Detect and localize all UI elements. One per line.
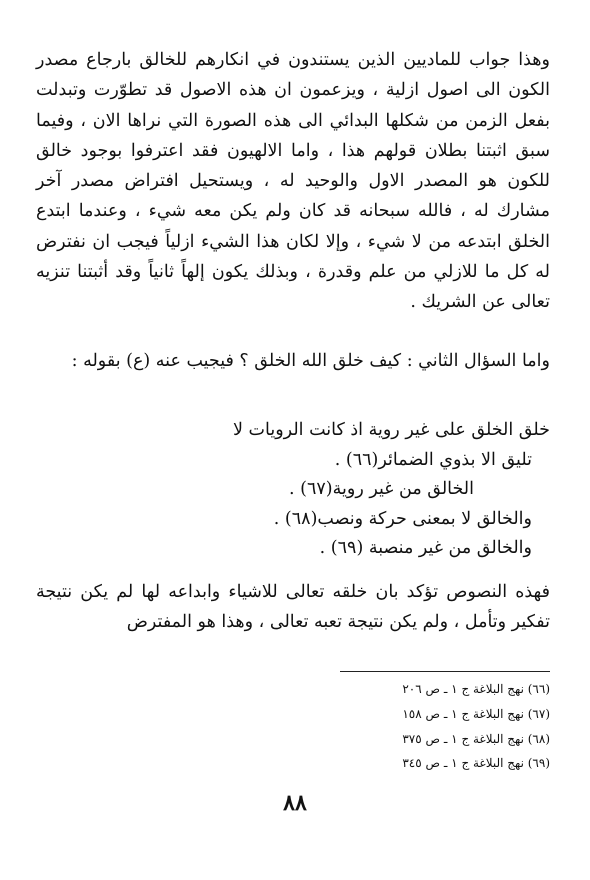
footnote-item: (٦٦) نهج البلاغة ج ١ ـ ص ٢٠٦ xyxy=(402,682,550,696)
page-number: ٨٨ xyxy=(283,790,307,816)
body-paragraph-2: واما السؤال الثاني : كيف خلق الله الخلق ؟ فيجيب عنه (ع) بقوله : xyxy=(71,351,550,371)
quoted-verses xyxy=(30,416,550,564)
verse-line: والخالق من غير منصبة (٦٩) . xyxy=(319,538,532,558)
footnote-item: (٦٨) نهج البلاغة ج ١ ـ ص ٣٧٥ xyxy=(402,731,550,746)
verse-line: الخالق من غير روية(٦٧) . xyxy=(289,479,474,499)
footnotes xyxy=(290,677,550,776)
footnote-divider xyxy=(340,671,550,672)
body-paragraph-1: وهذا جواب للماديين الذين يستندون في انكارهم للخالق بارجاع مصدر الكون الى اصول ازلية ، ويزعمون ان هذه الاصول قد تطوّرت وتبدلت بفعل الزمن من شكلها البدائي الى هذه الصورة التي نراها الان ، وفيما سبق اثبتنا بطلان قولهم هذا ، واما الالهيون فقد اعترفوا بوجود خالق للكون هو المصدر الاول والوحيد له ، ويستحيل افتراض مصدر آخر مشارك له ، فالله سبحانه قد كان ولم يكن معه شيء ، وعندما ابتدع الخلق ابتدعه من لا شيء ، وإلا لكان هذا الشيء ازلياً فيجب ان نفترض له كل ما للازلي من علم وقدرة ، وبذلك يكون إلهاً ثانياً وقد أثبتنا تنزيه تعالى عن الشريك . xyxy=(36,50,550,313)
verse-line: والخالق لا بمعنى حركة ونصب(٦٨) . xyxy=(273,508,532,529)
footnote-item: (٦٧) نهج البلاغة ج ١ ـ ص ١٥٨ xyxy=(402,706,550,721)
body-paragraph-3: فهذه النصوص تؤكد بان خلقه تعالى للاشياء وابداعه لها لم يكن نتيجة تفكير وتأمل ، ولم يكن نتيجة تعبه تعالى ، وهذا هو المفترض xyxy=(36,582,550,633)
verse-line: خلق الخلق على غير روية اذ كانت الرويات لا xyxy=(233,420,550,440)
verse-line: تليق الا بذوي الضمائر(٦٦) . xyxy=(334,449,532,470)
footnote-item: (٦٩) نهج البلاغة ج ١ ـ ص ٣٤٥ xyxy=(402,756,550,771)
